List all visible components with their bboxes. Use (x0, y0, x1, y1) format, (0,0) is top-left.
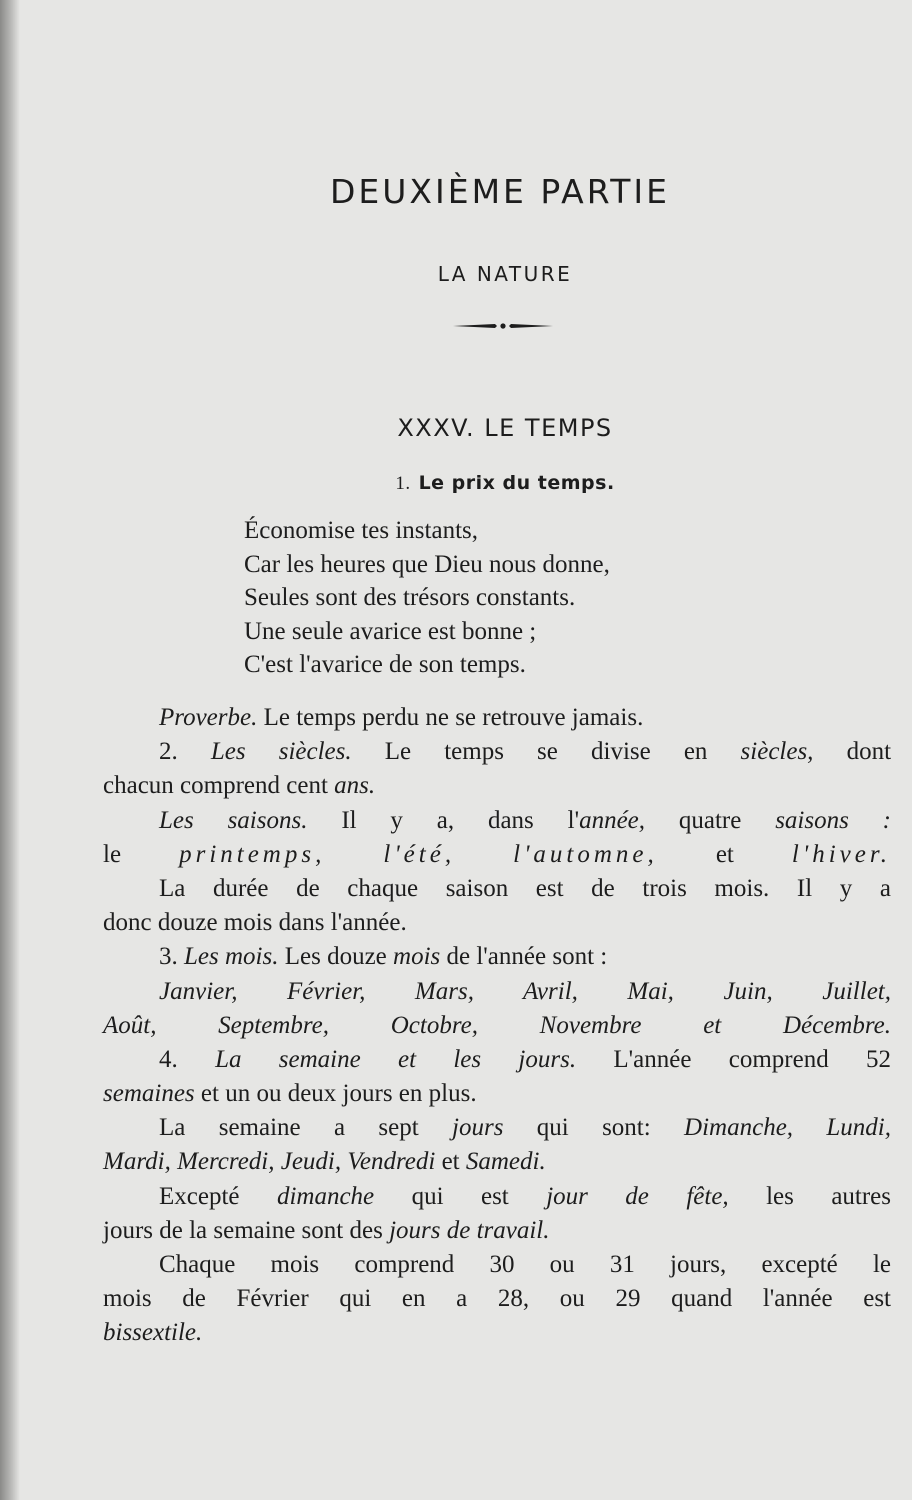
semaine-line-2 (103, 1077, 891, 1111)
poem-line: Car les heures que Dieu nous donne, (244, 550, 610, 578)
lesson-number: 1. (395, 473, 411, 494)
excepte-line-2 (103, 1214, 891, 1248)
lesson-heading (340, 472, 670, 495)
jours-travail-term: jours de travail. (389, 1216, 550, 1244)
jours-text-b: qui sont: (536, 1114, 651, 1142)
duree-line-1: La durée de chaque saison est de trois mois. Il y a (159, 874, 891, 902)
duree-line-2: donc douze mois dans l'année. (103, 909, 407, 937)
excepte-line-1 (103, 1180, 891, 1214)
days-list-3: Samedi. (465, 1148, 546, 1176)
saisons-text-b: quatre (678, 806, 742, 834)
poem-line: Économise tes instants, (244, 517, 478, 544)
saisons-et: et (715, 840, 734, 868)
poem-line: Seules sont des trésors constants. (244, 584, 576, 611)
poem-line: C'est l'avarice de son temps. (244, 651, 526, 678)
part-title: DEUXIÈME PARTIE (329, 172, 671, 211)
excepte-line2-text: jours de la semaine sont des (103, 1216, 383, 1244)
semaines-term: semaines (103, 1080, 195, 1108)
saisons-line-2 (103, 838, 891, 872)
bissextile-term: bissextile. (103, 1319, 203, 1347)
jour-fete-term: jour de fête, (546, 1182, 729, 1210)
days-list-1: Dimanche, Lundi, (684, 1114, 891, 1142)
hiver-term: l'hiver. (791, 840, 892, 868)
siecles-line-2 (103, 769, 891, 803)
proverb-text: Le temps perdu ne se retrouve jamais. (263, 704, 644, 731)
siecles-label: Les siècles. (210, 738, 352, 766)
chaque-line-1: Chaque mois comprend 30 ou 31 jours, excepté le (159, 1251, 891, 1278)
mois-text: Les douze (284, 943, 387, 971)
semaine-label: La semaine et les jours. (215, 1045, 577, 1073)
excepte-text-b: qui est (411, 1182, 509, 1210)
jours-line-2 (103, 1145, 891, 1179)
automne-term: l'automne, (513, 840, 658, 868)
semaine-line-1 (103, 1043, 891, 1077)
mois-term: mois (393, 943, 441, 971)
dimanche-term: dimanche (276, 1182, 375, 1210)
siecles-text: Le temps se divise en (384, 738, 708, 766)
jours-line-1 (103, 1111, 891, 1145)
saisons-line-1 (103, 804, 891, 838)
ete-term: l'été, (383, 840, 456, 868)
saisons-term: saisons : (775, 806, 891, 834)
divider-ornament (451, 320, 555, 332)
months-line-2 (103, 1009, 891, 1043)
paragraph-number: 2. (159, 738, 178, 766)
saisons-label: Les saisons. (159, 806, 308, 834)
semaine-text: L'année comprend 52 (613, 1045, 892, 1073)
printemps-term: printemps, (179, 840, 326, 868)
siecles-term: siècles, (740, 738, 814, 766)
ans-term: ans. (334, 772, 376, 800)
proverb-line (103, 701, 891, 735)
section-title: LA NATURE (437, 262, 573, 286)
chapter-title: XXXV. LE TEMPS (397, 414, 613, 442)
paragraph-number: 3. (159, 943, 178, 971)
annee-term: année, (579, 806, 646, 834)
siecles-line-1 (103, 735, 891, 769)
months-list-2: Août, Septembre, Octobre, Novembre et Décembre. (103, 1011, 891, 1039)
months-list-1: Janvier, Février, Mars, Avril, Mai, Juin, Juillet, (159, 977, 891, 1005)
jours-term: jours (452, 1114, 504, 1142)
mois-label: Les mois. (184, 943, 279, 971)
semaine-text-b: et un ou deux jours en plus. (200, 1080, 477, 1108)
mois-line (103, 940, 891, 974)
siecles-line2-text: chacun comprend cent (103, 772, 328, 800)
saisons-le: le (103, 840, 122, 868)
body-text (103, 701, 891, 1351)
mois-text-b: de l'année sont : (446, 943, 608, 971)
poem-line: Une seule avarice est bonne ; (244, 617, 537, 645)
days-list-2: Mardi, Mercredi, Jeudi, Vendredi (103, 1148, 436, 1176)
paragraph-number: 4. (159, 1045, 178, 1073)
proverb-label: Proverbe. (159, 704, 258, 731)
chaque-line-2: mois de Février qui en a 28, ou 29 quand l'année est (103, 1285, 891, 1313)
siecles-text-end: dont (846, 738, 892, 766)
months-line-1 (103, 975, 891, 1009)
poem (244, 514, 610, 682)
chaque-line-3 (103, 1316, 891, 1350)
excepte-text: Excepté (159, 1182, 240, 1210)
jours-text: La semaine a sept (159, 1114, 419, 1142)
lesson-title: Le prix du temps. (418, 472, 615, 494)
days-et: et (441, 1148, 460, 1176)
saisons-text: Il y a, dans l' (341, 806, 580, 834)
excepte-text-c: les autres (766, 1182, 892, 1210)
